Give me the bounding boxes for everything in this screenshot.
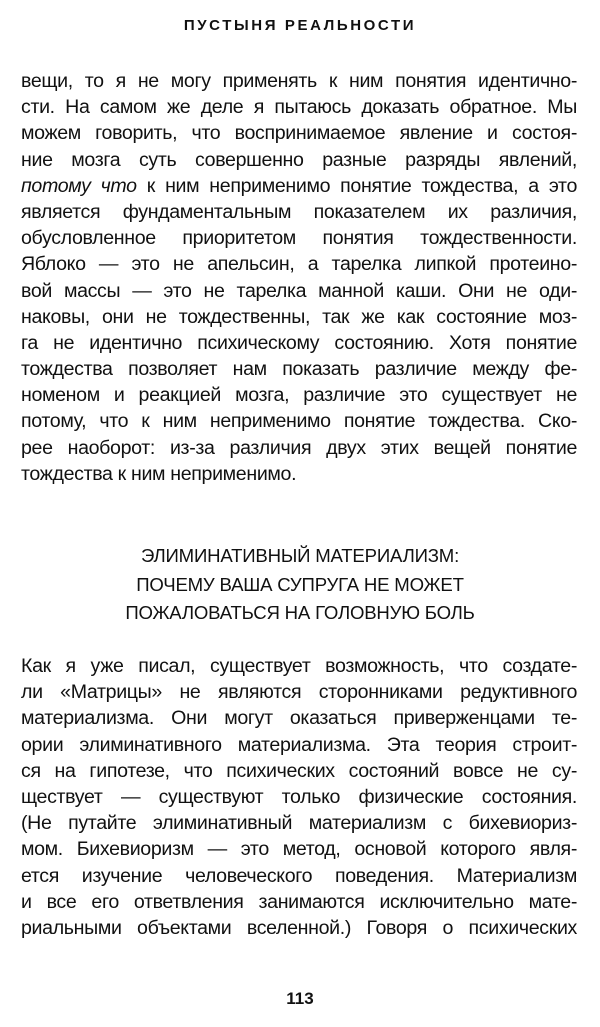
- text-line: потому, что к ним неприменимо понятие тождества. Ско-: [21, 410, 577, 433]
- text-line: является фундаментальным показателем их различия,: [21, 200, 577, 223]
- text-line: Яблоко — это не апельсин, а тарелка липкой протеино-: [21, 253, 577, 276]
- text-line: га не идентично психическому состоянию. Хотя понятие: [21, 331, 577, 354]
- text-line: Как я уже писал, существует возможность, что создате-: [21, 655, 577, 677]
- text-line: риальными объектами вселенной.) Говоря о психических: [21, 916, 577, 939]
- heading-line: ПОЖАЛОВАТЬСЯ НА ГОЛОВНУЮ БОЛЬ: [125, 602, 475, 624]
- text-line: сти. На самом же деле я пытаюсь доказать обратное. Мы: [21, 96, 577, 119]
- text-line: наковы, они не тождественны, так же как состояние моз-: [21, 305, 577, 328]
- running-head: ПУСТЫНЯ РЕАЛЬНОСТИ: [183, 17, 417, 34]
- italic-emphasis: потому что: [21, 174, 137, 197]
- text-line: ории элиминативного материализма. Эта теория строит-: [21, 733, 577, 756]
- text-line: ся на гипотезе, что психических состояний вовсе не су-: [21, 759, 577, 782]
- text-line: рее наоборот: из-за различия двух этих вещей понятие: [21, 436, 577, 459]
- heading-line: ПОЧЕМУ ВАША СУПРУГА НЕ МОЖЕТ: [136, 573, 464, 595]
- text-line: и все его ответвления занимаются исключительно мате-: [21, 890, 577, 913]
- text-line: мом. Бихевиоризм — это метод, основой которого явля-: [21, 838, 577, 861]
- text-line: ли «Матрицы» не являются сторонниками редуктивного: [21, 681, 577, 704]
- text-line-rest: к ним неприменимо понятие тождества, а это: [146, 174, 577, 197]
- text-line: ется изучение человеческого поведения. Материализм: [21, 864, 577, 887]
- heading-line: ЭЛИМИНАТИВНЫЙ МАТЕРИАЛИЗМ:: [140, 545, 460, 566]
- body-paragraph-2: [21, 653, 577, 941]
- text-line: ние мозга суть совершенно разные разряды явлений,: [21, 148, 577, 171]
- text-line-with-italic: [21, 173, 577, 199]
- text-line: ществует — существуют только физические состояния.: [21, 785, 577, 808]
- text-line: материализма. Они могут оказаться приверженцами те-: [21, 707, 577, 730]
- text-line: можем говорить, что воспринимаемое явление и состоя-: [21, 122, 577, 145]
- text-line: номеном и реакцией мозга, различие это существует не: [21, 384, 577, 407]
- text-line: вой массы — это не тарелка манной каши. Они не оди-: [21, 279, 577, 302]
- body-paragraph-1: [21, 68, 577, 487]
- text-line: (Не путайте элиминативный материализм с бихевиориз-: [21, 812, 577, 835]
- section-heading: [0, 542, 600, 628]
- text-line: обусловленное приоритетом понятия тождественности.: [21, 227, 577, 250]
- text-line: вещи, то я не могу применять к ним понятия идентично-: [21, 70, 577, 92]
- text-line: тождества к ним неприменимо.: [21, 462, 297, 485]
- text-line: тождества позволяет нам показать различие между фе-: [21, 358, 577, 381]
- page-number: 113: [286, 989, 314, 1008]
